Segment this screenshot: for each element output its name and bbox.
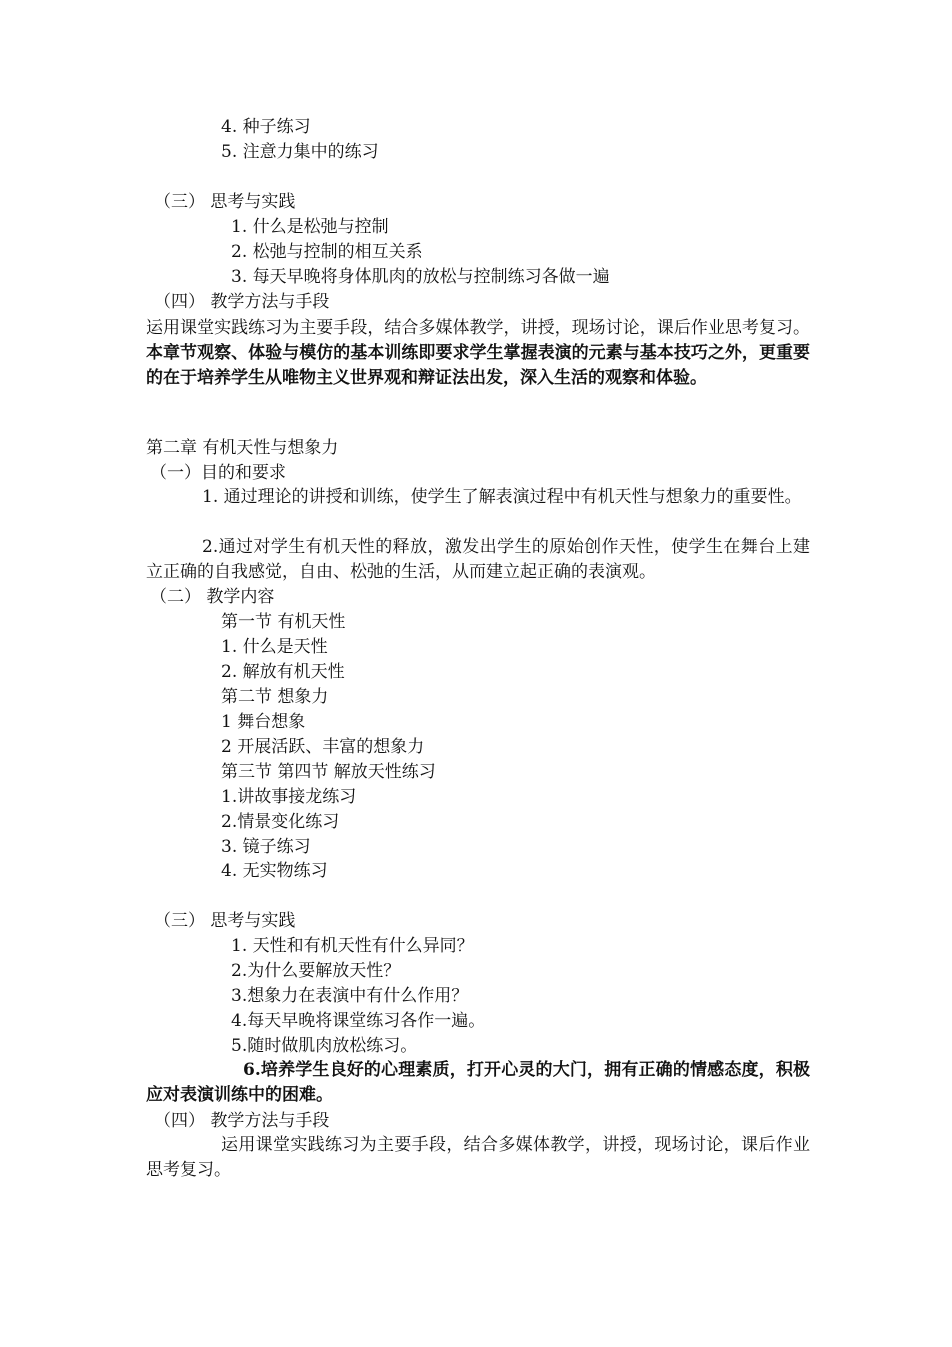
- list-item: 2 开展活跃、丰富的想象力: [221, 737, 425, 757]
- method-bold-text: 本章节观察、体验与模仿的基本训练即要求学生掌握表演的元素与基本技巧之外，更重要的在于培养学生从唯物主义世界观和辩证法出发，深入生活的观察和体验。: [146, 343, 810, 388]
- list-item: 1 舞台想象: [221, 712, 306, 732]
- subsection-title: 第二节 想象力: [221, 687, 329, 707]
- list-item: 1.讲故事接龙练习: [221, 787, 357, 807]
- list-item: 3. 每天早晚将身体肌肉的放松与控制练习各做一遍: [231, 267, 610, 287]
- list-item: 5. 注意力集中的练习: [221, 142, 379, 162]
- list-item: 2. 松弛与控制的相互关系: [231, 242, 423, 262]
- section-heading: （二） 教学内容: [150, 587, 275, 607]
- goal-paragraph-2: 2.通过对学生有机天性的释放，激发出学生的原始创作天性，使学生在舞台上建立正确的自我感觉，自由、松弛的生活，从而建立起正确的表演观。: [146, 537, 810, 582]
- section-heading: （三） 思考与实践: [154, 911, 296, 931]
- list-item: 3.想象力在表演中有什么作用？: [231, 986, 469, 1006]
- list-item: 4. 无实物练习: [221, 861, 328, 881]
- list-item: 2.为什么要解放天性？: [231, 961, 401, 981]
- subsection-title: 第一节 有机天性: [221, 612, 346, 632]
- list-item: 2.情景变化练习: [221, 812, 340, 832]
- list-item: 3. 镜子练习: [221, 837, 311, 857]
- list-item: 1. 什么是天性: [221, 637, 328, 657]
- list-item: 4.每天早晚将课堂练习各作一遍。: [231, 1011, 486, 1031]
- section-heading: （四） 教学方法与手段: [154, 1111, 330, 1131]
- bold-list-item: 6.培养学生良好的心理素质，打开心灵的大门，拥有正确的情感态度，积极应对表演训练中的困难。: [146, 1060, 810, 1105]
- list-item: 4. 种子练习: [221, 117, 311, 137]
- list-item: 1. 天性和有机天性有什么异同？: [231, 936, 474, 956]
- section-heading: （四） 教学方法与手段: [154, 292, 330, 312]
- method-text: 运用课堂实践练习为主要手段，结合多媒体教学，讲授，现场讨论，课后作业思考复习。: [146, 318, 810, 338]
- list-item: 1. 什么是松弛与控制: [231, 217, 389, 237]
- section-heading: （一）目的和要求: [150, 463, 286, 483]
- section-heading: （三） 思考与实践: [154, 192, 296, 212]
- method-paragraph: [146, 316, 810, 391]
- list-item: 2. 解放有机天性: [221, 662, 345, 682]
- list-item: 5.随时做肌肉放松练习。: [231, 1036, 418, 1056]
- subsection-title: 第三节 第四节 解放天性练习: [221, 762, 436, 782]
- goal-paragraph-1: 1. 通过理论的讲授和训练，使学生了解表演过程中有机天性与想象力的重要性。: [202, 487, 802, 507]
- chapter-title: 第二章 有机天性与想象力: [146, 438, 339, 458]
- method-paragraph: 运用课堂实践练习为主要手段，结合多媒体教学，讲授，现场讨论，课后作业思考复习。: [146, 1135, 810, 1180]
